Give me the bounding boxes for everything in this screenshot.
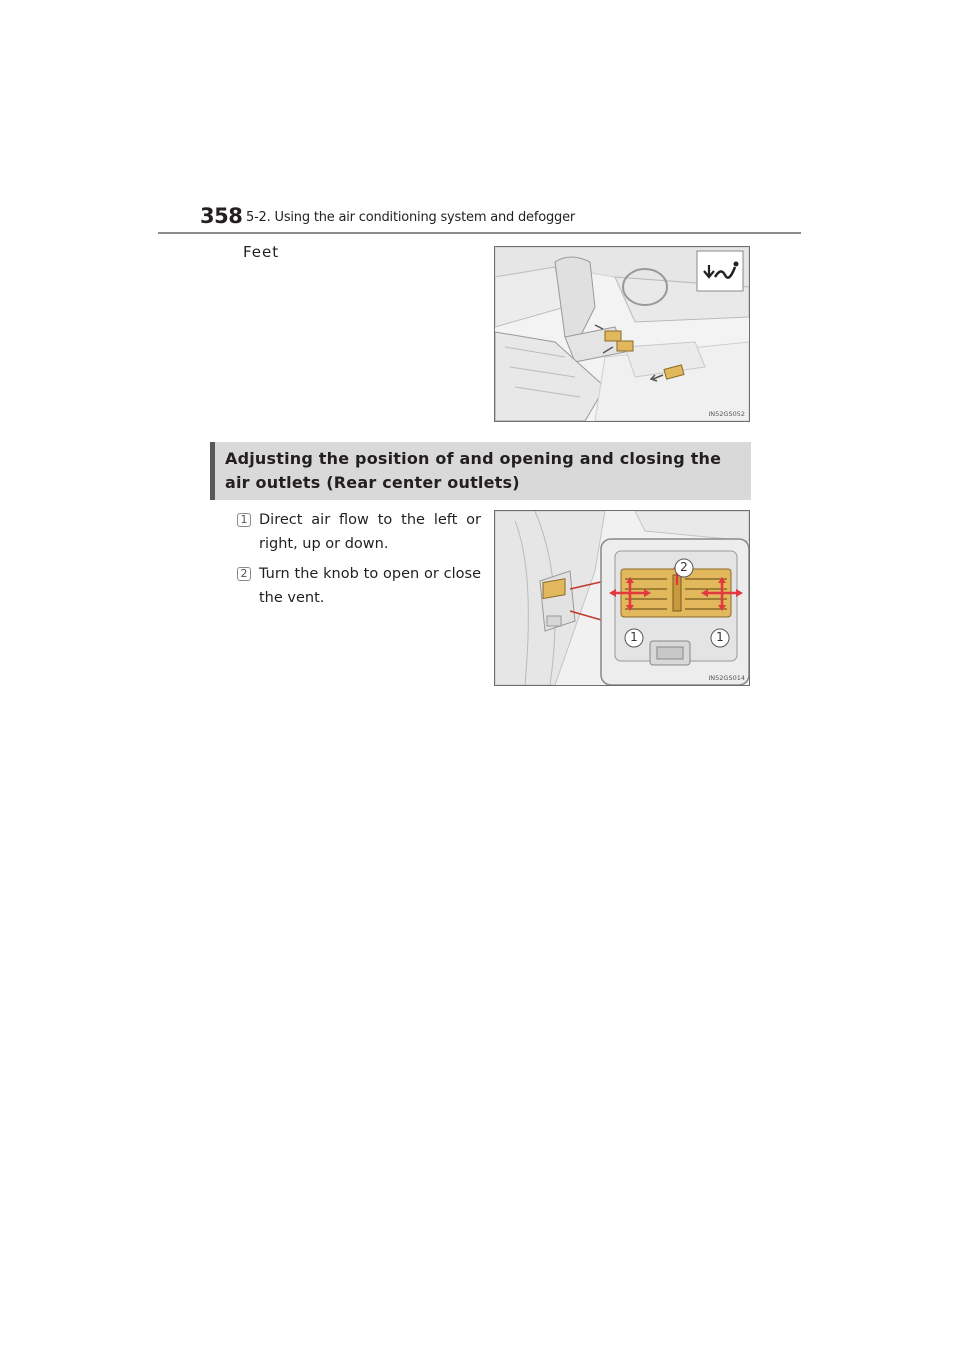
feet-airflow-icon: [697, 251, 743, 291]
callout-1-left-label: 1: [630, 630, 638, 644]
step-number-badge: 1: [237, 513, 251, 527]
feet-airflow-illustration: [494, 246, 750, 422]
page-header: [200, 204, 802, 234]
figure-code: IN52GS014: [708, 674, 745, 682]
section-title: 5-2. Using the air conditioning system and defogger: [246, 210, 576, 225]
subheading-text: Adjusting the position of and opening and closing the air outlets (Rear center outlets): [225, 449, 722, 492]
header-rule: [158, 232, 801, 234]
step-number-badge: 2: [237, 567, 251, 581]
step-text: Direct air flow to the left or right, up or down.: [259, 512, 481, 552]
feet-mode-label: Feet: [243, 243, 280, 261]
step-2: [237, 562, 481, 610]
page-number: 358: [200, 204, 243, 228]
callout-1-right-label: 1: [716, 630, 724, 644]
step-text: Turn the knob to open or close the vent.: [259, 566, 481, 606]
callout-2-label: 2: [680, 560, 688, 574]
rear-outlets-illustration: [494, 510, 750, 686]
figure-code: IN52GS052: [708, 410, 745, 418]
step-1: [237, 508, 481, 556]
section-subheading: [210, 442, 751, 500]
